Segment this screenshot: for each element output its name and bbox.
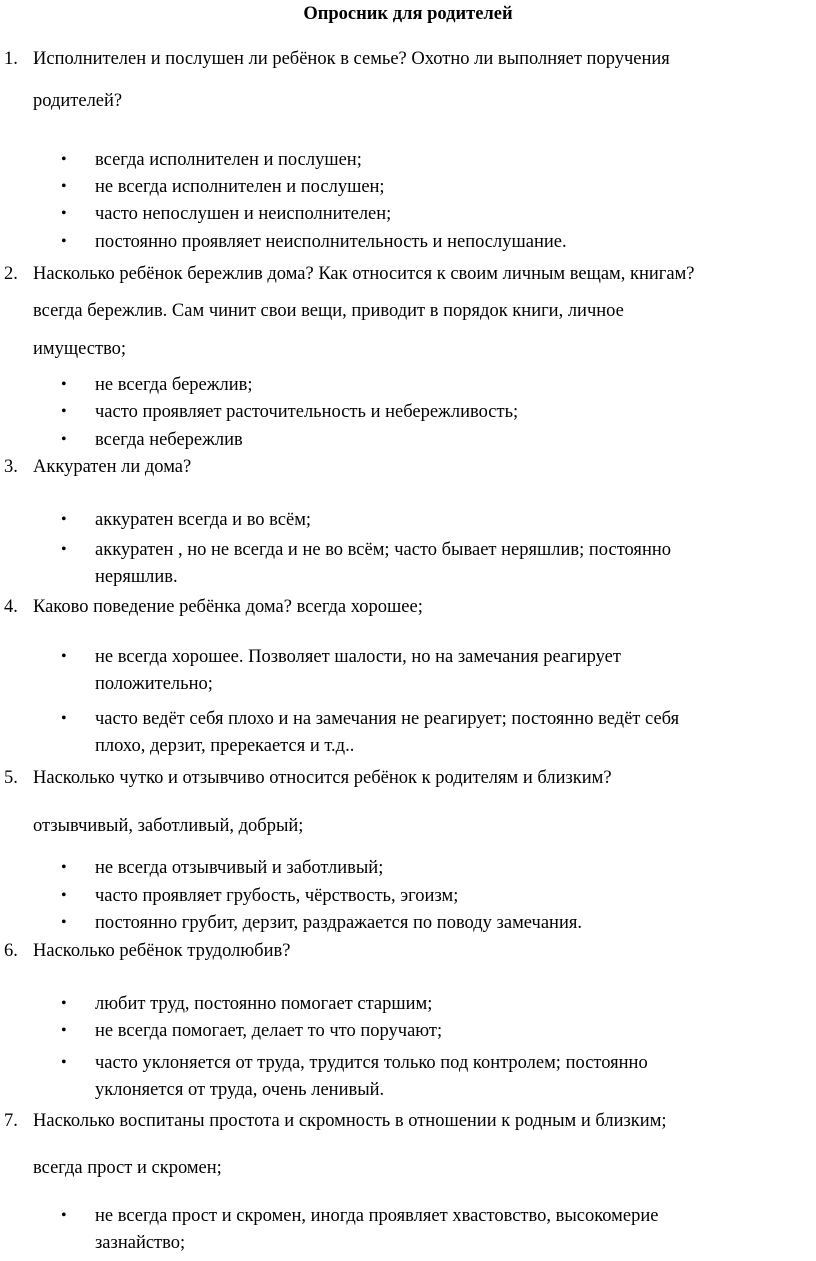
answer-option: не всегда помогает, делает то что поручают; xyxy=(95,1021,443,1041)
bullet-icon: • xyxy=(61,541,67,558)
answer-option: не всегда бережлив; xyxy=(95,375,253,395)
answer-option: любит труд, постоянно помогает старшим; xyxy=(95,994,433,1014)
answer-option: аккуратен , но не всегда и не во всём; часто бывает неряшлив; постоянно xyxy=(95,540,671,560)
question-text: родителей? xyxy=(33,91,123,111)
answer-option: часто ведёт себя плохо и на замечания не реагирует; постоянно ведёт себя xyxy=(95,709,680,729)
bullet-icon: • xyxy=(61,205,67,222)
answer-option: всегда небережлив xyxy=(95,430,243,450)
answer-option: часто проявляет расточительность и небережливость; xyxy=(95,402,519,422)
answer-option: не всегда исполнителен и послушен; xyxy=(95,177,385,197)
answer-option: часто уклоняется от труда, трудится только под контролем; постоянно xyxy=(95,1053,648,1073)
question-number: 3. xyxy=(4,457,18,477)
question-text: всегда бережлив. Сам чинит свои вещи, приводит в порядок книги, личное xyxy=(33,301,624,321)
bullet-icon: • xyxy=(61,178,67,195)
answer-option: часто непослушен и неисполнителен; xyxy=(95,204,392,224)
bullet-icon: • xyxy=(61,376,67,393)
question-text: Насколько воспитаны простота и скромность в отношении к родным и близким; xyxy=(33,1111,667,1131)
answer-option-continuation: зазнайство; xyxy=(95,1233,186,1253)
answer-option: постоянно грубит, дерзит, раздражается по поводу замечания. xyxy=(95,913,582,933)
question-text: имущество; xyxy=(33,339,127,359)
answer-option-continuation: уклоняется от труда, очень ленивый. xyxy=(95,1080,385,1100)
question-text: всегда прост и скромен; xyxy=(33,1158,222,1178)
question-number: 1. xyxy=(4,49,18,69)
question-number: 7. xyxy=(4,1111,18,1131)
bullet-icon: • xyxy=(61,431,67,448)
question-text: Насколько ребёнок трудолюбив? xyxy=(33,941,291,961)
bullet-icon: • xyxy=(61,710,67,727)
question-text: Аккуратен ли дома? xyxy=(33,457,192,477)
page-title: Опросник для родителей xyxy=(303,4,513,24)
bullet-icon: • xyxy=(61,648,67,665)
answer-option-continuation: неряшлив. xyxy=(95,567,178,587)
question-number: 2. xyxy=(4,264,18,284)
answer-option: аккуратен всегда и во всём; xyxy=(95,510,312,530)
question-number: 6. xyxy=(4,941,18,961)
question-text: Исполнителен и послушен ли ребёнок в семье? Охотно ли выполняет поручения xyxy=(33,49,670,69)
bullet-icon: • xyxy=(61,151,67,168)
bullet-icon: • xyxy=(61,1207,67,1224)
bullet-icon: • xyxy=(61,233,67,250)
question-text: Насколько ребёнок бережлив дома? Как относится к своим личным вещам, книгам? xyxy=(33,264,695,284)
bullet-icon: • xyxy=(61,403,67,420)
answer-option-continuation: положительно; xyxy=(95,674,213,694)
answer-option-continuation: плохо, дерзит, пререкается и т.д.. xyxy=(95,736,355,756)
question-text: отзывчивый, заботливый, добрый; xyxy=(33,816,304,836)
bullet-icon: • xyxy=(61,859,67,876)
question-number: 5. xyxy=(4,768,18,788)
answer-option: не всегда прост и скромен, иногда проявляет хвастовство, высокомерие xyxy=(95,1206,659,1226)
question-number: 4. xyxy=(4,597,18,617)
bullet-icon: • xyxy=(61,1022,67,1039)
answer-option: постоянно проявляет неисполнительность и непослушание. xyxy=(95,232,567,252)
bullet-icon: • xyxy=(61,511,67,528)
answer-option: часто проявляет грубость, чёрствость, эгоизм; xyxy=(95,886,459,906)
answer-option: всегда исполнителен и послушен; xyxy=(95,150,362,170)
answer-option: не всегда хорошее. Позволяет шалости, но на замечания реагирует xyxy=(95,647,621,667)
bullet-icon: • xyxy=(61,995,67,1012)
answer-option: не всегда отзывчивый и заботливый; xyxy=(95,858,384,878)
question-text: Насколько чутко и отзывчиво относится ребёнок к родителям и близким? xyxy=(33,768,612,788)
question-text: Каково поведение ребёнка дома? всегда хорошее; xyxy=(33,597,423,617)
bullet-icon: • xyxy=(61,887,67,904)
bullet-icon: • xyxy=(61,1054,67,1071)
bullet-icon: • xyxy=(61,914,67,931)
